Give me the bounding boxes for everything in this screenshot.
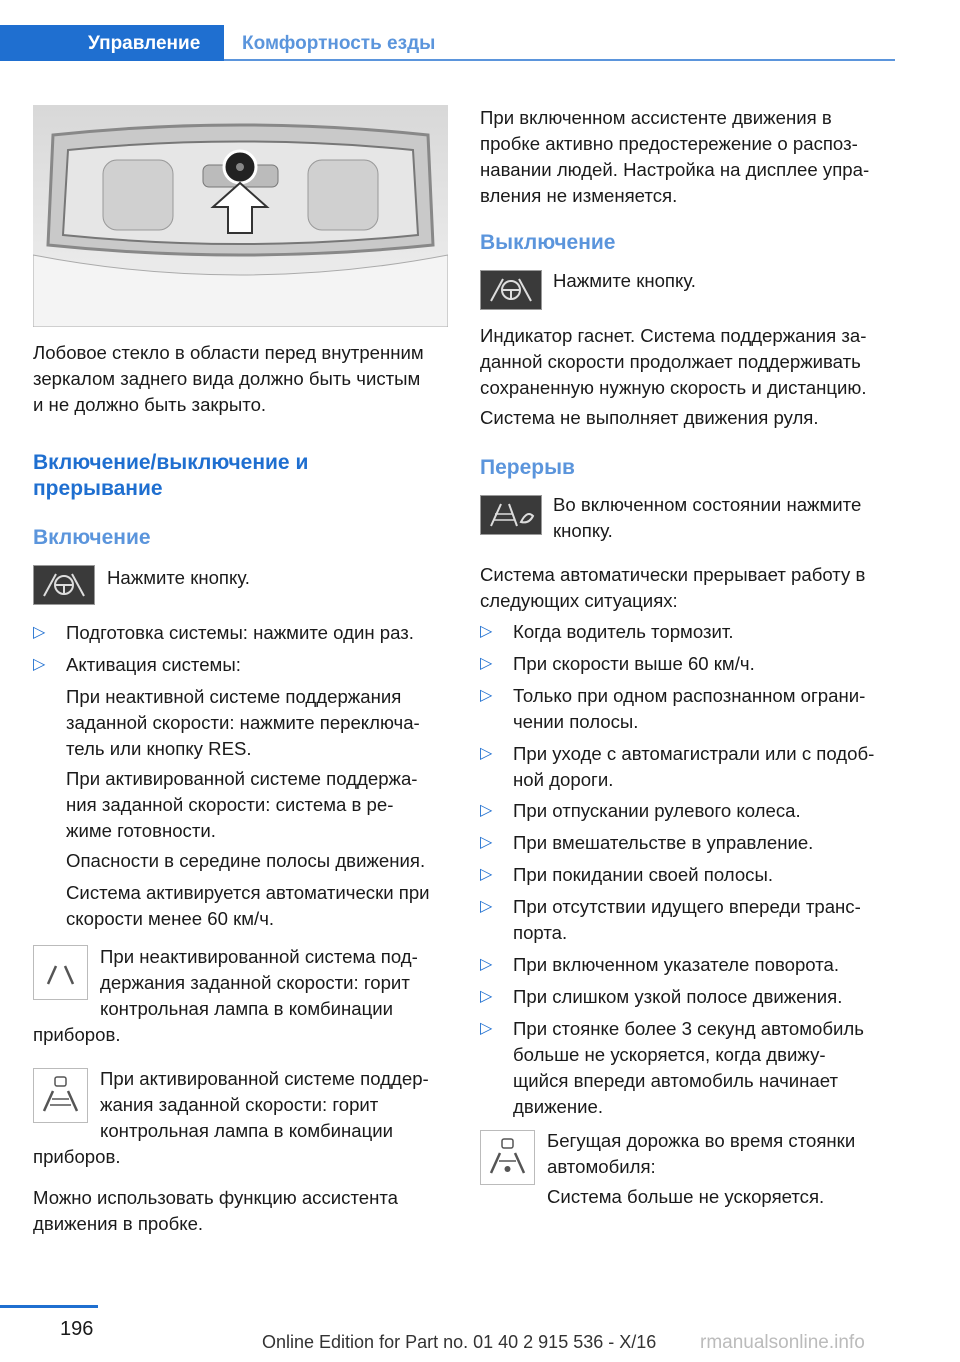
subheading-on: Включение xyxy=(33,526,151,549)
bullet-marker: ▷ xyxy=(480,834,493,851)
bullet-marker: ▷ xyxy=(33,656,46,673)
lane-active-indicator-icon xyxy=(33,1068,88,1123)
tab-controls[interactable]: Управление xyxy=(0,25,224,61)
header xyxy=(0,0,895,62)
bullet-marker: ▷ xyxy=(33,624,46,641)
section-heading-cont: прерывание xyxy=(33,477,163,500)
bullet-marker: ▷ xyxy=(480,687,493,704)
bullet-marker: ▷ xyxy=(480,655,493,672)
bullet-marker: ▷ xyxy=(480,988,493,1005)
tab-driving-comfort[interactable]: Комфортность езды xyxy=(242,33,436,54)
bullet-marker: ▷ xyxy=(480,866,493,883)
subheading-off: Выключение xyxy=(480,231,616,254)
bullet-marker: ▷ xyxy=(480,898,493,915)
bullet-marker: ▷ xyxy=(480,1020,493,1037)
page-number: 196 xyxy=(60,1318,94,1340)
bullet-marker: ▷ xyxy=(480,745,493,762)
edition-text: Online Edition for Part no. 01 40 2 915 536 - X/16 xyxy=(262,1332,657,1352)
lane-inactive-indicator-icon xyxy=(33,945,88,1000)
steering-assist-button-icon xyxy=(480,270,542,310)
bullet-marker: ▷ xyxy=(480,802,493,819)
footer-divider xyxy=(0,1305,98,1308)
watermark: rmanualsonline.info xyxy=(700,1332,865,1353)
running-lights-indicator-icon xyxy=(480,1130,535,1185)
windshield-photo xyxy=(33,105,448,327)
bullet-marker: ▷ xyxy=(480,623,493,640)
steering-assist-button-icon xyxy=(33,565,95,605)
subheading-pause: Перерыв xyxy=(480,456,575,479)
section-heading: Включение/выключение и xyxy=(33,451,309,474)
bullet-marker: ▷ xyxy=(480,956,493,973)
lane-pause-button-icon xyxy=(480,495,542,535)
header-divider xyxy=(224,59,895,61)
